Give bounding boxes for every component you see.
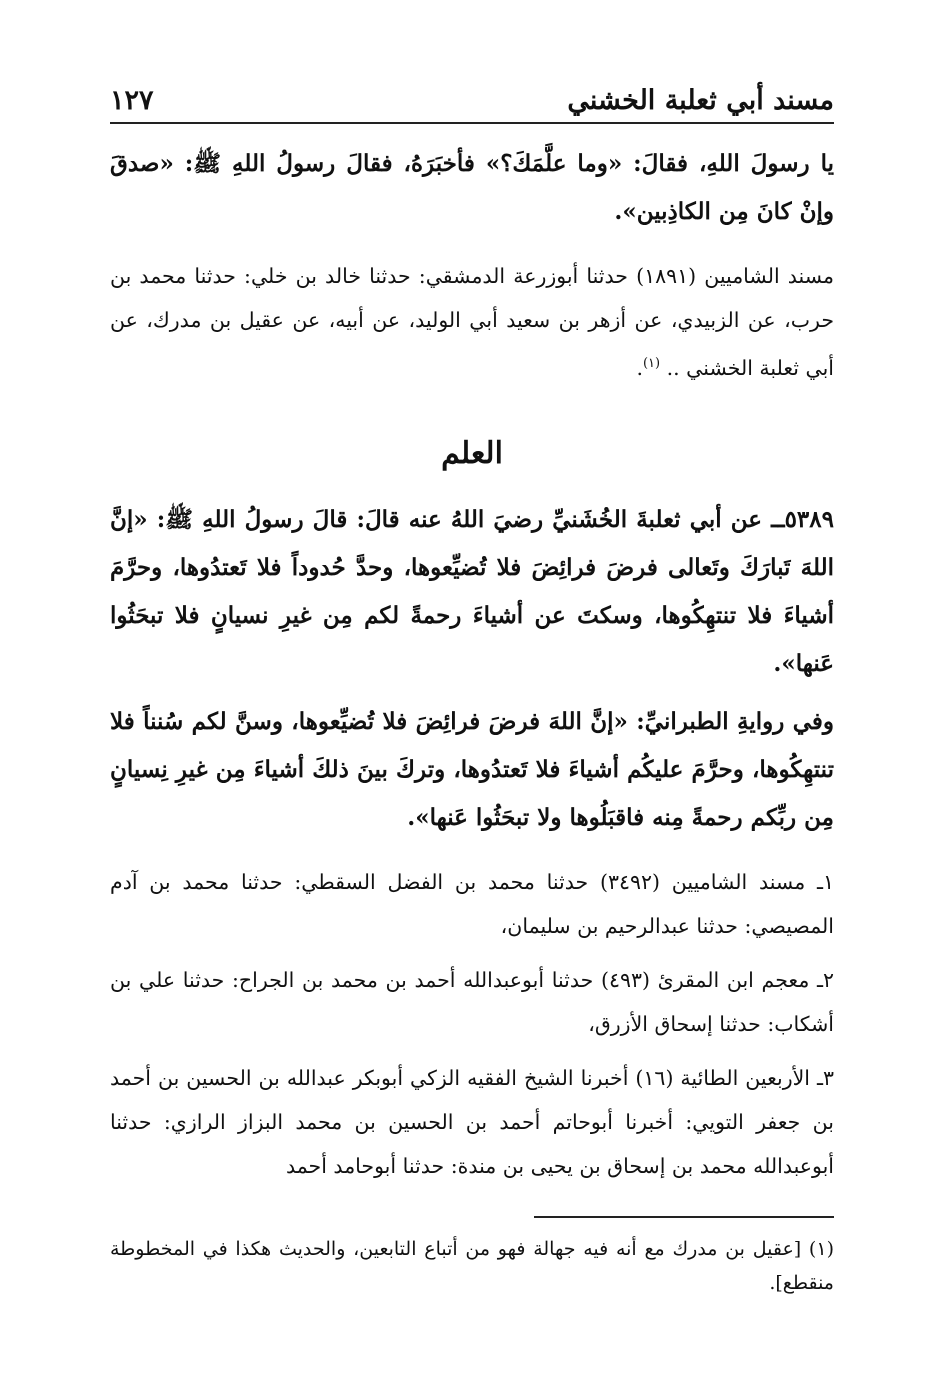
hadith-5389: ٥٣٨٩ــ عن أبي ثعلبةَ الخُشَنيِّ رضيَ اللهُ عنه قالَ: قالَ رسولُ اللهِ ﷺ: «إنَّ اللهَ تَبارَكَ وتَعالى فرضَ فرائِضَ فلا تُضيِّعوها، وحدَّ حُدوداً فلا تَعتدُوها، وحرَّمَ أشياءَ فلا تنتهِكُوها، وسكتَ عن أشياءَ رحمةً لكم مِن غيرِ نسيانٍ فلا تبحَثُوا عَنها». bbox=[110, 505, 834, 677]
isnad-text: مسند الشاميين (١٨٩١) حدثنا أبوزرعة الدمشقي: حدثنا خالد بن خلي: حدثنا محمد بن حرب، عن الزبيدي، عن أزهر بن سعيد أبي الوليد، عن أبيه، عن عقيل بن مدرك، عن أبي ثعلبة الخشني .. bbox=[110, 264, 834, 380]
section-heading: العلم bbox=[441, 435, 503, 471]
book-page bbox=[110, 0, 834, 1386]
tabarani-narration: وفي روايةِ الطبرانيِّ: «إنَّ اللهَ فرضَ فرائِضَ فلا تُضيِّعوها، وسنَّ لكم سُنناً فلا تنتهِكُوها، وحرَّمَ عليكُم أشياءَ فلا تَعتدُوها، وتركَ بينَ ذلكَ أشياءَ مِن غيرِ نِسيانٍ مِن ربِّكم رحمةً مِنه فاقبَلُوها ولا تبحَثُوا عَنها». bbox=[110, 707, 834, 831]
source-2: ٢ـ معجم ابن المقرئ (٤٩٣) حدثنا أبوعبدالله أحمد بن محمد بن الجراح: حدثنا علي بن أشكاب: حدثنا إسحاق الأزرق، bbox=[110, 967, 834, 1036]
footnote-reference: (١) bbox=[642, 356, 661, 371]
running-title: مسند أبي ثعلبة الخشني bbox=[567, 85, 834, 116]
source-1: ١ـ مسند الشاميين (٣٤٩٢) حدثنا محمد بن الفضل السقطي: حدثنا محمد بن آدم المصيصي: حدثنا عبدالرحيم بن سليمان، bbox=[110, 869, 834, 938]
footnote-1: (١) [عقيل بن مدرك مع أنه فيه جهالة فهو من أتباع التابعين، والحديث هكذا في المخطوطة منقطع]. bbox=[110, 1237, 834, 1294]
page-content bbox=[110, 140, 834, 1300]
source-3: ٣ـ الأربعين الطائية (١٦) أخبرنا الشيخ الفقيه الزكي أبوبكر عبدالله بن الحسين بن أحمد بن جعفر التويي: أخبرنا أبوحاتم أحمد بن الحسين بن محمد البزاز الرازي: حدثنا أبوعبدالله محمد بن إسحاق بن يحيى بن مندة: حدثنا أبوحامد أحمد bbox=[110, 1065, 834, 1178]
footnote-separator bbox=[534, 1216, 834, 1218]
page-number: ١٢٧ bbox=[110, 85, 154, 116]
hadith-continuation: يا رسولَ اللهِ، فقالَ: «وما علَّمَكَ؟» فأخبَرَهُ، فقالَ رسولُ اللهِ ﷺ: «صدقَ وإنْ كانَ مِن الكاذِبين». bbox=[110, 150, 834, 225]
isnad-paragraph bbox=[110, 254, 834, 390]
running-header bbox=[110, 78, 834, 124]
sentence-end: . bbox=[636, 355, 643, 380]
